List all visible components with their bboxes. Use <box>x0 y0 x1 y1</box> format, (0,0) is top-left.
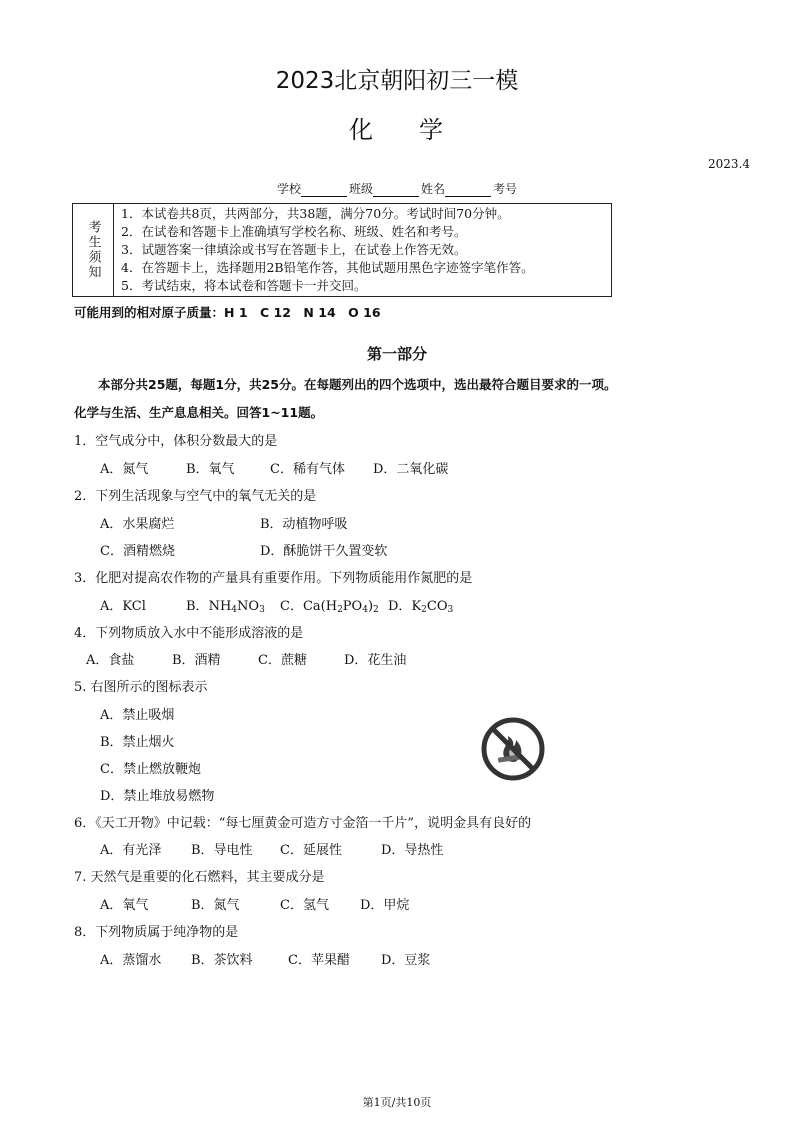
question-5-stem: 5. 右图所示的图标表示 <box>74 680 208 695</box>
q4-option-d[interactable]: D．花生油 <box>344 653 407 668</box>
exam-notice-box <box>72 203 612 297</box>
q3-option-d-letter: D． <box>388 599 412 614</box>
question-2-stem: 2．下列生活现象与空气中的氧气无关的是 <box>74 489 317 504</box>
q6-option-a[interactable]: A．有光泽 <box>100 843 162 858</box>
number-label: 考号 <box>493 182 518 196</box>
notice-label: 考生须知 <box>85 220 101 280</box>
class-label: 班级 <box>348 182 373 196</box>
page-title: 2023北京朝阳初三一模 <box>275 68 519 94</box>
formula-sub: 2 <box>421 605 427 615</box>
class-blank[interactable] <box>373 184 419 197</box>
subject-char-1: 化 <box>349 116 375 144</box>
q1-option-b[interactable]: B．氧气 <box>186 462 235 477</box>
formula-part: PO <box>342 599 363 614</box>
q3-option-c[interactable] <box>280 595 379 615</box>
q5-option-c[interactable]: C．禁止燃放鞭炮 <box>100 762 201 777</box>
part-intro: 本部分共25题，每题1分，共25分。在每题列出的四个选项中，选出最符合题目要求的一项。 <box>98 377 617 392</box>
q7-option-b[interactable]: B．氮气 <box>191 898 240 913</box>
q3-option-a[interactable]: A．KCl <box>100 599 146 614</box>
q3-option-b-letter: B． <box>186 599 209 614</box>
q7-option-d[interactable]: D．甲烷 <box>360 898 410 913</box>
q1-option-c[interactable]: C．稀有气体 <box>270 462 345 477</box>
formula-part: K <box>411 599 422 614</box>
formula-k2co3 <box>411 599 453 614</box>
formula-sub: 4 <box>231 605 238 615</box>
formula-sub: 3 <box>447 605 454 615</box>
formula-part: ) <box>367 599 374 614</box>
q2-option-c[interactable]: C．酒精燃烧 <box>100 544 175 559</box>
q6-option-d[interactable]: D．导热性 <box>381 843 444 858</box>
q3-option-c-letter: C． <box>280 599 303 614</box>
formula-sub: 2 <box>337 605 343 615</box>
notice-items <box>121 205 534 295</box>
formula-part: Ca(H <box>302 599 338 614</box>
school-label: 学校 <box>276 182 301 196</box>
subject-char-2: 学 <box>419 116 445 144</box>
notice-item: 3．试题答案一律填涂或书写在答题卡上，在试卷上作答无效。 <box>121 242 467 257</box>
question-7-stem: 7. 天然气是重要的化石燃料，其主要成分是 <box>74 870 325 885</box>
question-4-stem: 4．下列物质放入水中不能形成溶液的是 <box>74 626 304 641</box>
q1-option-d[interactable]: D．二氧化碳 <box>373 462 449 477</box>
formula-sub: 2 <box>373 605 379 615</box>
q5-option-a[interactable]: A．禁止吸烟 <box>100 708 175 723</box>
q7-option-a[interactable]: A．氧气 <box>100 898 149 913</box>
formula-sub: 4 <box>362 605 368 615</box>
page-footer: 第1页/共10页 <box>362 1096 432 1109</box>
atomic-mass-line: 可能用到的相对原子质量：H 1 C 12 N 14 O 16 <box>74 305 381 320</box>
group-intro: 化学与生活、生产息息相关。回答1~11题。 <box>74 405 324 420</box>
formula-part: NO <box>237 599 260 614</box>
q6-option-b[interactable]: B．导电性 <box>191 843 253 858</box>
question-8-stem: 8．下列物质属于纯净物的是 <box>74 925 239 940</box>
q2-option-d[interactable]: D．酥脆饼干久置变软 <box>260 544 388 559</box>
subject-title <box>0 110 794 145</box>
q5-option-d[interactable]: D．禁止堆放易燃物 <box>100 789 215 804</box>
student-info-line <box>0 180 794 197</box>
q5-option-b[interactable]: B．禁止烟火 <box>100 735 175 750</box>
question-1-stem: 1．空气成分中，体积分数最大的是 <box>74 434 278 449</box>
q1-option-a[interactable]: A．氮气 <box>100 462 149 477</box>
part-title: 第一部分 <box>366 345 427 363</box>
q4-option-b[interactable]: B．酒精 <box>172 653 221 668</box>
q2-option-a[interactable]: A．水果腐烂 <box>100 517 175 532</box>
notice-item: 4．在答题卡上，选择题用2B铅笔作答，其他试题用黑色字迹签字笔作答。 <box>121 260 534 275</box>
q7-option-c[interactable]: C．氢气 <box>280 898 329 913</box>
q4-option-a[interactable]: A．食盐 <box>86 653 135 668</box>
q8-option-d[interactable]: D．豆浆 <box>381 953 431 968</box>
q4-option-c[interactable]: C．蔗糖 <box>258 653 307 668</box>
q6-option-c[interactable]: C．延展性 <box>280 843 342 858</box>
q3-option-b[interactable] <box>186 595 265 615</box>
formula-sub: 3 <box>259 605 265 615</box>
school-blank[interactable] <box>301 184 347 197</box>
notice-item: 1．本试卷共8页，共两部分，共38题，满分70分。考试时间70分钟。 <box>121 206 510 221</box>
formula-part: NH <box>208 599 232 614</box>
q2-option-b[interactable]: B．动植物呼吸 <box>260 517 348 532</box>
notice-label-cell <box>73 204 114 296</box>
formula-part: CO <box>426 599 448 614</box>
q8-option-a[interactable]: A．蒸馏水 <box>100 953 162 968</box>
name-blank[interactable] <box>445 184 491 197</box>
notice-item: 2．在试卷和答题卡上准确填写学校名称、班级、姓名和考号。 <box>121 224 467 239</box>
formula-cah2po4 <box>303 599 379 614</box>
q3-option-d[interactable] <box>388 595 453 615</box>
q8-option-c[interactable]: C．苹果醋 <box>288 953 350 968</box>
exam-date: 2023.4 <box>708 157 750 171</box>
formula-nh4no3 <box>209 599 265 614</box>
name-label: 姓名 <box>421 182 446 196</box>
notice-item: 5．考试结束，将本试卷和答题卡一并交回。 <box>121 278 367 293</box>
question-6-stem: 6．《天工开物》中记载：“每七厘黄金可造方寸金箔一千片”，说明金具有良好的 <box>74 816 532 831</box>
no-fire-sign-icon <box>480 716 546 782</box>
q8-option-b[interactable]: B．茶饮料 <box>191 953 253 968</box>
question-3-stem: 3．化肥对提高农作物的产量具有重要作用。下列物质能用作氮肥的是 <box>74 571 473 586</box>
